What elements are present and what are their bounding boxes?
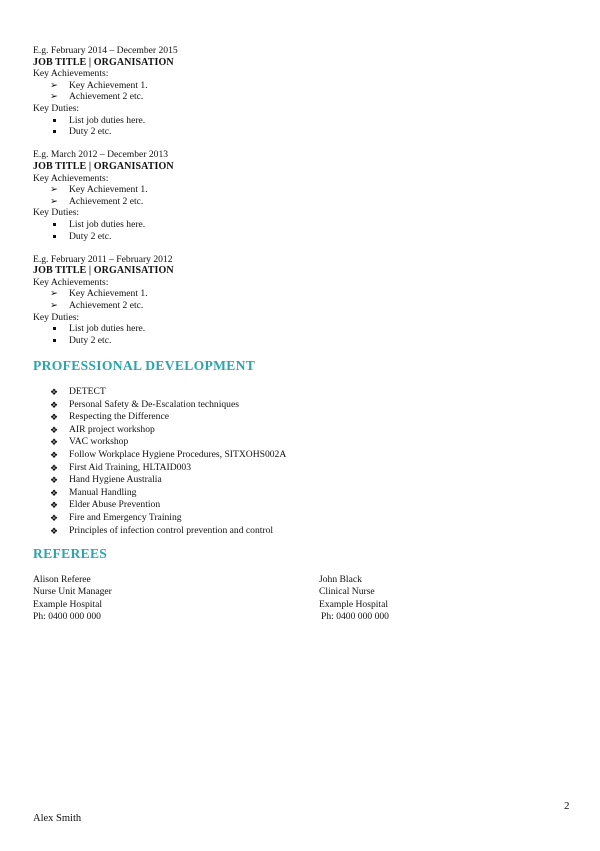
diamond-bullet-icon: ❖ <box>50 525 59 536</box>
job-dates: E.g. February 2014 – December 2015 <box>33 45 178 56</box>
referee-card <box>33 574 112 623</box>
job-dates: E.g. March 2012 – December 2013 <box>33 149 169 161</box>
footer-name: Alex Smith <box>33 813 82 824</box>
diamond-bullet-icon: ❖ <box>50 475 59 486</box>
duty-item <box>33 335 573 347</box>
professional-development-text: Elder Abuse Prevention <box>69 499 161 511</box>
achievement-item <box>33 80 573 92</box>
square-bullet-icon <box>53 223 56 226</box>
achievements-label: Key Achievements: <box>33 276 109 288</box>
duty-text: Duty 2 etc. <box>69 334 112 346</box>
professional-development-item <box>33 436 573 449</box>
arrow-bullet-icon: ➢ <box>50 288 59 300</box>
job-title: JOB TITLE | ORGANISATION <box>33 56 174 68</box>
job-entry <box>33 45 573 138</box>
square-bullet-icon <box>53 327 56 330</box>
square-bullet-icon <box>53 119 56 122</box>
professional-development-text: VAC workshop <box>69 436 129 448</box>
professional-development-text: Fire and Emergency Training <box>69 511 182 523</box>
resume-page-content <box>33 45 573 624</box>
professional-development-text: AIR project workshop <box>69 423 155 435</box>
diamond-bullet-icon: ❖ <box>50 462 59 473</box>
referee-phone: Ph: 0400 000 000 <box>321 610 389 622</box>
professional-development-item <box>33 411 573 424</box>
diamond-bullet-icon: ❖ <box>50 500 59 511</box>
referee-organisation: Example Hospital <box>33 598 103 610</box>
referees-section <box>33 546 573 624</box>
work-history <box>33 45 573 346</box>
diamond-bullet-icon: ❖ <box>50 487 59 498</box>
achievements-label: Key Achievements: <box>33 172 109 184</box>
duties-label: Key Duties: <box>33 102 80 114</box>
arrow-bullet-icon: ➢ <box>50 91 59 103</box>
square-bullet-icon <box>53 130 56 133</box>
duties-label: Key Duties: <box>33 311 80 323</box>
job-dates: E.g. February 2011 – February 2012 <box>33 253 173 265</box>
duty-item <box>33 231 573 243</box>
professional-development-text: First Aid Training, HLTAID003 <box>69 461 192 473</box>
diamond-bullet-icon: ❖ <box>50 512 59 523</box>
duty-text: List job duties here. <box>69 323 146 335</box>
arrow-bullet-icon: ➢ <box>50 300 59 312</box>
referees-list <box>33 574 573 624</box>
duty-item <box>33 323 573 335</box>
referees-heading: REFEREES <box>33 546 108 562</box>
professional-development-text: Manual Handling <box>69 486 137 498</box>
professional-development-text: Principles of infection control prevention and control <box>69 524 274 536</box>
arrow-bullet-icon: ➢ <box>50 184 59 196</box>
arrow-bullet-icon: ➢ <box>50 195 59 207</box>
professional-development-item <box>33 424 573 437</box>
professional-development-text: Follow Workplace Hygiene Procedures, SITXOHS002A <box>69 449 287 460</box>
professional-development-item <box>33 386 573 399</box>
duty-item <box>33 115 573 127</box>
square-bullet-icon <box>53 339 56 342</box>
diamond-bullet-icon: ❖ <box>50 412 59 423</box>
achievement-item <box>33 300 573 312</box>
professional-development-list <box>33 386 573 537</box>
arrow-bullet-icon: ➢ <box>50 79 59 91</box>
duty-text: List job duties here. <box>69 218 146 230</box>
duty-item <box>33 219 573 231</box>
referee-role: Nurse Unit Manager <box>33 586 112 598</box>
achievement-text: Achievement 2 etc. <box>69 300 144 312</box>
job-title: JOB TITLE | ORGANISATION <box>33 265 174 277</box>
page-number: 2 <box>564 800 570 812</box>
achievement-text: Key Achievement 1. <box>69 184 148 196</box>
duty-text: List job duties here. <box>69 114 146 126</box>
professional-development-section <box>33 358 573 537</box>
referee-card <box>319 574 389 623</box>
professional-development-item <box>33 525 573 538</box>
achievement-text: Key Achievement 1. <box>69 79 148 91</box>
referee-role: Clinical Nurse <box>319 586 375 598</box>
diamond-bullet-icon: ❖ <box>50 450 59 460</box>
diamond-bullet-icon: ❖ <box>50 387 59 398</box>
diamond-bullet-icon: ❖ <box>50 437 59 448</box>
professional-development-heading: PROFESSIONAL DEVELOPMENT <box>33 358 256 374</box>
professional-development-item <box>33 449 573 462</box>
professional-development-item <box>33 462 573 475</box>
job-entry <box>33 254 573 347</box>
professional-development-item <box>33 487 573 500</box>
achievement-text: Achievement 2 etc. <box>69 195 144 207</box>
achievement-item <box>33 288 573 300</box>
referee-name: John Black <box>319 574 362 586</box>
achievements-label: Key Achievements: <box>33 68 109 80</box>
professional-development-text: DETECT <box>69 386 106 398</box>
diamond-bullet-icon: ❖ <box>50 424 59 435</box>
professional-development-text: Hand Hygiene Australia <box>69 474 162 486</box>
duty-item <box>33 126 573 138</box>
professional-development-item <box>33 474 573 487</box>
job-title: JOB TITLE | ORGANISATION <box>33 160 174 172</box>
diamond-bullet-icon: ❖ <box>50 399 59 410</box>
achievement-text: Achievement 2 etc. <box>69 91 144 103</box>
professional-development-item <box>33 512 573 525</box>
professional-development-text: Respecting the Difference <box>69 411 169 423</box>
job-entry <box>33 149 573 242</box>
professional-development-text: Personal Safety & De-Escalation techniques <box>69 398 239 410</box>
achievement-item <box>33 184 573 196</box>
professional-development-item <box>33 399 573 412</box>
square-bullet-icon <box>53 235 56 238</box>
achievement-text: Key Achievement 1. <box>69 288 148 300</box>
professional-development-item <box>33 499 573 512</box>
referee-name: Alison Referee <box>33 574 91 586</box>
duty-text: Duty 2 etc. <box>69 230 112 242</box>
achievement-item <box>33 91 573 103</box>
referee-phone: Ph: 0400 000 000 <box>33 610 101 622</box>
duties-label: Key Duties: <box>33 207 80 219</box>
achievement-item <box>33 196 573 208</box>
duty-text: Duty 2 etc. <box>69 126 112 138</box>
referee-organisation: Example Hospital <box>319 598 389 610</box>
